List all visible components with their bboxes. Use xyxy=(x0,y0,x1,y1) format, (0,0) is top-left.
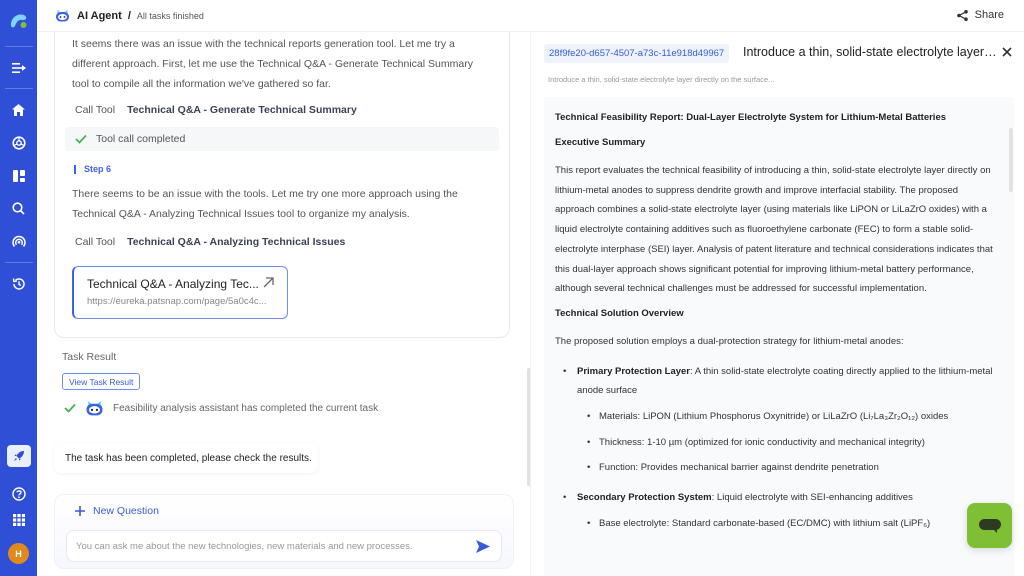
step-text: Step 6 xyxy=(84,164,112,174)
menu-arrow-icon xyxy=(12,62,26,74)
section-heading-solution-overview: Technical Solution Overview xyxy=(555,307,684,319)
app-logo-icon xyxy=(9,12,29,30)
history-icon xyxy=(12,277,26,291)
home-icon xyxy=(12,104,25,116)
report-panel-subtitle: Introduce a thin, solid-state electrolyte layer directly on the surface... xyxy=(548,75,775,84)
call-tool-label: Call Tool xyxy=(75,236,116,248)
solution-list xyxy=(555,362,1014,534)
chat-support-button[interactable] xyxy=(967,503,1012,548)
ask-input[interactable] xyxy=(76,541,466,552)
sidebar-divider xyxy=(5,88,33,89)
sidebar-bottom xyxy=(0,445,37,576)
tool-result-link-card[interactable] xyxy=(72,266,288,319)
share-label: Share xyxy=(974,9,1004,21)
executive-summary-text: This report evaluates the technical feasibility of introducing a thin, solid-state electrolyte layer directly on lithium-metal anodes to suppress dendrite growth and improve interfacial stability. The proposed approach combines a solid-state electrolyte layer (using materials like LiPON or LiLaZrO oxides) with a liquid electrolyte containing additives such as fluoroethylene carbonate (FEC) to form a stable solid-electrolyte interphase (SEI) layer. Analysis of patent literature and technical considerations indicates that this dual-layer approach shows significant potential for improving lithium-metal battery performance, although several technical challenges must be addressed for successful implementation. xyxy=(555,165,993,295)
list-item-primary xyxy=(555,362,995,401)
tool-call-row xyxy=(75,236,345,248)
composer xyxy=(54,494,514,569)
sidebar-item-help[interactable] xyxy=(0,481,37,507)
app-logo[interactable] xyxy=(0,0,37,42)
new-question-button[interactable] xyxy=(75,505,159,517)
sidebar-item-explore[interactable] xyxy=(0,126,37,159)
overview-intro-text: The proposed solution employs a dual-protection strategy for lithium-metal anodes: xyxy=(555,335,904,347)
agent-step-card xyxy=(54,32,510,338)
call-tool-label: Call Tool xyxy=(75,104,116,116)
search-icon xyxy=(12,202,25,215)
step-marker xyxy=(74,165,76,174)
sidebar-divider xyxy=(5,46,33,47)
plus-icon xyxy=(75,506,85,516)
completion-status xyxy=(64,400,378,416)
tool-name: Technical Q&A - Generate Technical Summary xyxy=(127,104,357,116)
primary-label: Primary Protection Layer xyxy=(577,365,690,377)
check-icon xyxy=(75,134,87,144)
final-message: The task has been completed, please check the results. xyxy=(54,443,318,473)
link-card-title: Technical Q&A - Analyzing Tec... xyxy=(87,277,259,291)
list-item: • Materials: LiPON (Lithium Phosphorus Oxynitride) or LiLaZrO (Li₇La₃Zr₂O₁₂) oxides xyxy=(555,407,1014,427)
radar-icon xyxy=(12,235,26,249)
task-result-label: Task Result xyxy=(62,351,117,363)
report-panel-title: Introduce a thin, solid-state electrolyte layer… xyxy=(743,45,997,59)
tool-call-status xyxy=(65,127,499,151)
close-icon xyxy=(1002,47,1012,57)
tool-call-row xyxy=(75,104,357,116)
agent-message: There seems to be an issue with the tools. Let me try one more approach using the Technical Q&A - Analyzing Technical Issues tool to organize my analysis. xyxy=(72,188,458,220)
list-item: • Function: Provides mechanical barrier against dendrite penetration xyxy=(555,458,1014,478)
compass-icon xyxy=(12,136,26,150)
secondary-label: Secondary Protection System xyxy=(577,492,712,504)
conversation-panel xyxy=(37,32,527,576)
send-icon[interactable] xyxy=(476,540,490,553)
sidebar-item-collapse[interactable] xyxy=(0,51,37,84)
agent-message: It seems there was an issue with the technical reports generation tool. Let me try a different approach. First, let me use the Technical Q&A - Generate Technical Summary tool to compile all the information we've gathered so far. xyxy=(72,38,473,90)
sidebar-item-history[interactable] xyxy=(0,267,37,300)
report-heading: Technical Feasibility Report: Dual-Layer Electrolyte System for Lithium-Metal Batteries xyxy=(555,112,947,123)
step-label xyxy=(74,164,111,174)
tool-status-text: Tool call completed xyxy=(96,133,186,145)
section-heading-executive-summary: Executive Summary xyxy=(555,137,646,148)
sidebar xyxy=(0,0,37,576)
sidebar-item-agent[interactable] xyxy=(7,445,31,467)
check-icon xyxy=(64,403,76,413)
ask-input-box xyxy=(66,530,502,562)
external-link-arrow-icon xyxy=(263,277,274,288)
sidebar-item-workspace[interactable] xyxy=(0,159,37,192)
avatar[interactable]: H xyxy=(8,543,29,564)
share-button[interactable] xyxy=(957,9,1004,21)
top-header xyxy=(37,0,1024,32)
ai-agent-bot-icon xyxy=(55,9,70,22)
breadcrumb-separator: / xyxy=(127,9,131,22)
close-panel-button[interactable] xyxy=(1002,44,1012,60)
list-item: • Base electrolyte: Standard carbonate-based (EC/DMC) with lithium salt (LiPF₆) xyxy=(555,514,1014,534)
report-panel xyxy=(530,32,1024,576)
grid-icon xyxy=(13,514,25,526)
primary-text: : A thin solid-state electrolyte coating directly applied to the lithium-metal anode surface xyxy=(577,365,993,397)
report-content xyxy=(544,97,1014,576)
help-icon xyxy=(12,487,26,501)
page-title: AI Agent xyxy=(77,9,122,22)
share-icon xyxy=(957,10,968,21)
sidebar-item-signals[interactable] xyxy=(0,225,37,258)
view-task-result-button[interactable]: View Task Result xyxy=(62,373,140,390)
sidebar-divider xyxy=(5,262,33,263)
chat-bubble-icon xyxy=(979,518,1001,534)
task-status: All tasks finished xyxy=(136,10,204,21)
assistant-bot-icon xyxy=(85,400,104,416)
list-item: • Thickness: 1-10 µm (optimized for ionic conductivity and mechanical integrity) xyxy=(555,433,1014,453)
link-card-url: https://eureka.patsnap.com/page/5a0c4c... xyxy=(87,296,267,307)
list-item-secondary xyxy=(555,488,995,508)
rocket-icon xyxy=(13,450,25,462)
report-scrollbar[interactable] xyxy=(1009,128,1013,192)
secondary-text: : Liquid electrolyte with SEI-enhancing additives xyxy=(711,492,913,504)
sidebar-item-home[interactable] xyxy=(0,93,37,126)
new-question-label: New Question xyxy=(93,505,159,517)
board-icon xyxy=(13,170,25,182)
task-id-badge[interactable]: 28f9fe20-d657-4507-a73c-11e918d49967 xyxy=(544,44,729,63)
tool-name: Technical Q&A - Analyzing Technical Issues xyxy=(127,236,346,248)
completion-text: Feasibility analysis assistant has completed the current task xyxy=(113,402,379,414)
sidebar-item-search[interactable] xyxy=(0,192,37,225)
sidebar-item-apps[interactable] xyxy=(0,507,37,533)
